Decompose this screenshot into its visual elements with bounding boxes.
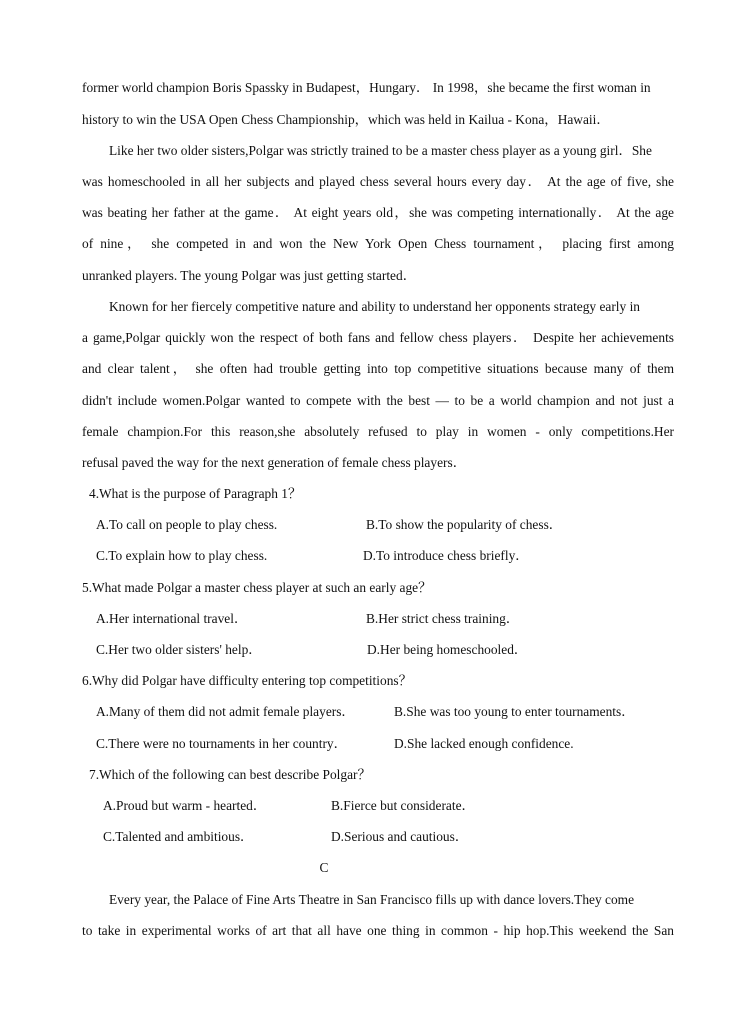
answer-option: B.She was too young to enter tournaments． bbox=[394, 704, 635, 719]
passage-line: refusal paved the way for the next generation of female chess players． bbox=[82, 455, 467, 470]
answer-option: D.Her being homeschooled． bbox=[367, 642, 528, 657]
answer-option: C.Talented and ambitious． bbox=[103, 829, 254, 844]
answer-option: D.Serious and cautious． bbox=[331, 829, 469, 844]
question-stem: 7.Which of the following can best describe Polgar？ bbox=[89, 767, 371, 782]
passage-line: and clear talent， she often had trouble getting into top competitive situations because many of them bbox=[82, 361, 674, 376]
passage-line: of nine， she competed in and won the New York Open Chess tournament， placing first among bbox=[82, 236, 674, 251]
passage-line: didn't include women.Polgar wanted to compete with the best — to be a world champion and not just a bbox=[82, 393, 674, 408]
answer-option: B.Fierce but considerate． bbox=[331, 798, 475, 813]
answer-option: D.She lacked enough confidence. bbox=[394, 736, 574, 751]
passage-line: to take in experimental works of art that all have one thing in common - hip hop.This weekend the San bbox=[82, 923, 674, 938]
passage-line: unranked players. The young Polgar was just getting started． bbox=[82, 268, 417, 283]
passage-line: was homeschooled in all her subjects and played chess several hours every day． At the age of five, she bbox=[82, 174, 674, 189]
answer-option: A.Many of them did not admit female players． bbox=[96, 704, 355, 719]
answer-option: A.Proud but warm - hearted． bbox=[103, 798, 267, 813]
answer-option: A.To call on people to play chess. bbox=[96, 517, 278, 532]
section-heading: C bbox=[319, 860, 329, 875]
passage-line: Known for her fiercely competitive nature and ability to understand her opponents strategy early in bbox=[109, 299, 640, 314]
passage-line: history to win the USA Open Chess Championship，which was held in Kailua - Kona，Hawaii． bbox=[82, 112, 610, 127]
question-stem: 6.Why did Polgar have difficulty entering top competitions？ bbox=[82, 673, 412, 688]
answer-option: B.To show the popularity of chess． bbox=[366, 517, 563, 532]
answer-option: C.To explain how to play chess. bbox=[96, 548, 268, 563]
answer-option: A.Her international travel． bbox=[96, 611, 248, 626]
passage-line: Like her two older sisters,Polgar was strictly trained to be a master chess player as a young girl．She bbox=[109, 143, 652, 158]
passage-line: a game,Polgar quickly won the respect of both fans and fellow chess players． Despite her achievements bbox=[82, 330, 674, 345]
answer-option: C.There were no tournaments in her country． bbox=[96, 736, 347, 751]
question-stem: 5.What made Polgar a master chess player at such an early age？ bbox=[82, 580, 432, 595]
passage-line: was beating her father at the game． At eight years old，she was competing internationally． At the age bbox=[82, 205, 674, 220]
answer-option: D.To introduce chess briefly． bbox=[363, 548, 529, 563]
answer-option: B.Her strict chess training． bbox=[366, 611, 520, 626]
question-stem: 4.What is the purpose of Paragraph 1？ bbox=[89, 486, 302, 501]
passage-line: female champion.For this reason,she absolutely refused to play in women - only competitions.Her bbox=[82, 424, 674, 439]
answer-option: C.Her two older sisters' help． bbox=[96, 642, 262, 657]
passage-line: Every year, the Palace of Fine Arts Theatre in San Francisco fills up with dance lovers.They come bbox=[109, 892, 635, 907]
passage-line: former world champion Boris Spassky in Budapest，Hungary． In 1998，she became the first woman in bbox=[82, 80, 651, 95]
